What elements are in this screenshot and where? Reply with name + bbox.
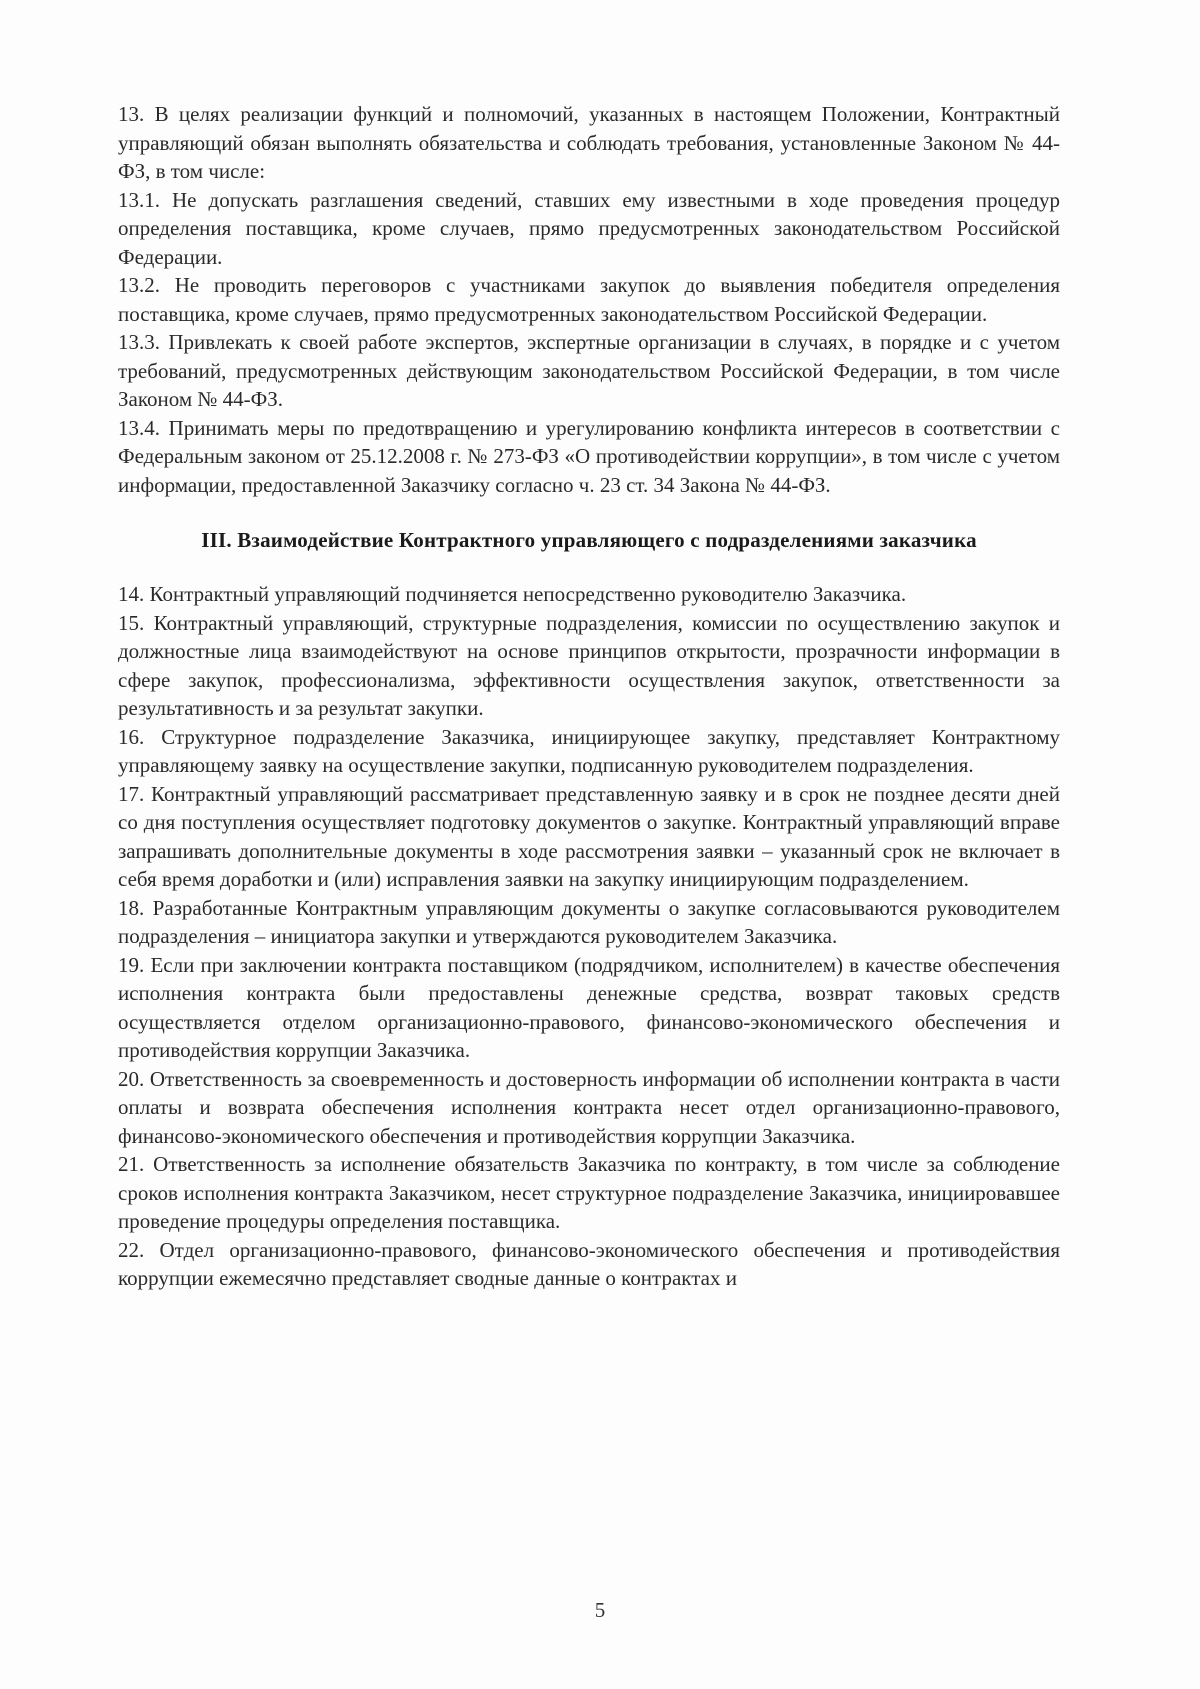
paragraph-15: 15. Контрактный управляющий, структурные подразделения, комиссии по осуществлению закупок и должностные лица взаимодействуют на основе принципов открытости, прозрачности информации в сфере закупок, профессионализма, эффективности осуществления закупок, ответственности за результативность и за результат закупки. bbox=[118, 610, 1060, 720]
paragraph-13-2: 13.2. Не проводить переговоров с участниками закупок до выявления победителя определения поставщика, кроме случаев, прямо предусмотренных законодательством Российской Федерации. bbox=[118, 273, 1060, 326]
paragraph-21: 21. Ответственность за исполнение обязательств Заказчика по контракту, в том числе за соблюдение сроков исполнения контракта Заказчиком, несет структурное подразделение Заказчика, инициировавшее проведение процедуры определения поставщика. bbox=[118, 1152, 1060, 1233]
paragraph-16: 16. Структурное подразделение Заказчика, инициирующее закупку, представляет Контрактному управляющему заявку на осуществление закупки, подписанную руководителем подразделения. bbox=[118, 724, 1060, 777]
paragraph-22: 22. Отдел организационно-правового, финансово-экономического обеспечения и противодействия коррупции ежемесячно представляет сводные данные о контрактах и bbox=[118, 1237, 1060, 1290]
section-heading: III. Взаимодействие Контрактного управляющего с подразделениями заказчика bbox=[201, 528, 977, 552]
paragraph-14: 14. Контрактный управляющий подчиняется непосредственно руководителю Заказчика. bbox=[118, 582, 907, 606]
page-body bbox=[118, 100, 1060, 1293]
paragraph-13-3: 13.3. Привлекать к своей работе экспертов, экспертные организации в случаях, в порядке и с учетом требований, предусмотренных действующим законодательством Российской Федерации, в том числе Законом № 44-ФЗ. bbox=[118, 330, 1060, 411]
paragraph-13-1: 13.1. Не допускать разглашения сведений, ставших ему известными в ходе проведения процедур определения поставщика, кроме случаев, прямо предусмотренных законодательством Российской Федерации. bbox=[118, 187, 1060, 269]
paragraph-20: 20. Ответственность за своевременность и достоверность информации об исполнении контракта в части оплаты и возврата обеспечения исполнения контракта несет отдел организационно-правового, финансово-экономического обеспечения и противодействия коррупции Заказчика. bbox=[118, 1066, 1060, 1148]
paragraph-13-4: 13.4. Принимать меры по предотвращению и урегулированию конфликта интересов в соответствии с Федеральным законом от 25.12.2008 г. № 273-ФЗ «О противодействии коррупции», в том числе с учетом информации, предоставленной Заказчику согласно ч. 23 ст. 34 Закона № 44-ФЗ. bbox=[118, 415, 1060, 497]
paragraph-17: 17. Контрактный управляющий рассматривает представленную заявку и в срок не позднее десяти дней со дня поступления осуществляет подготовку документов о закупке. Контрактный управляющий вправе запрашивать дополнительные документы в ходе рассмотрения заявки – указанный срок не включает в себя время доработки и (или) исправления заявки на закупку инициирующим подразделением. bbox=[118, 781, 1060, 891]
paragraph-19: 19. Если при заключении контракта поставщиком (подрядчиком, исполнителем) в качестве обеспечения исполнения контракта были предоставлены денежные средства, возврат таковых средств осуществляется отделом организационно-правового, финансово-экономического обеспечения и противодействия коррупции Заказчика. bbox=[118, 952, 1060, 1062]
paragraph-18: 18. Разработанные Контрактным управляющим документы о закупке согласовываются руководителем подразделения – инициатора закупки и утверждаются руководителем Заказчика. bbox=[118, 895, 1060, 948]
paragraph-13: 13. В целях реализации функций и полномочий, указанных в настоящем Положении, Контрактный управляющий обязан выполнять обязательства и соблюдать требования, установленные Законом № 44-ФЗ, в том числе: bbox=[118, 102, 1060, 183]
page-number: 5 bbox=[594, 1598, 606, 1622]
